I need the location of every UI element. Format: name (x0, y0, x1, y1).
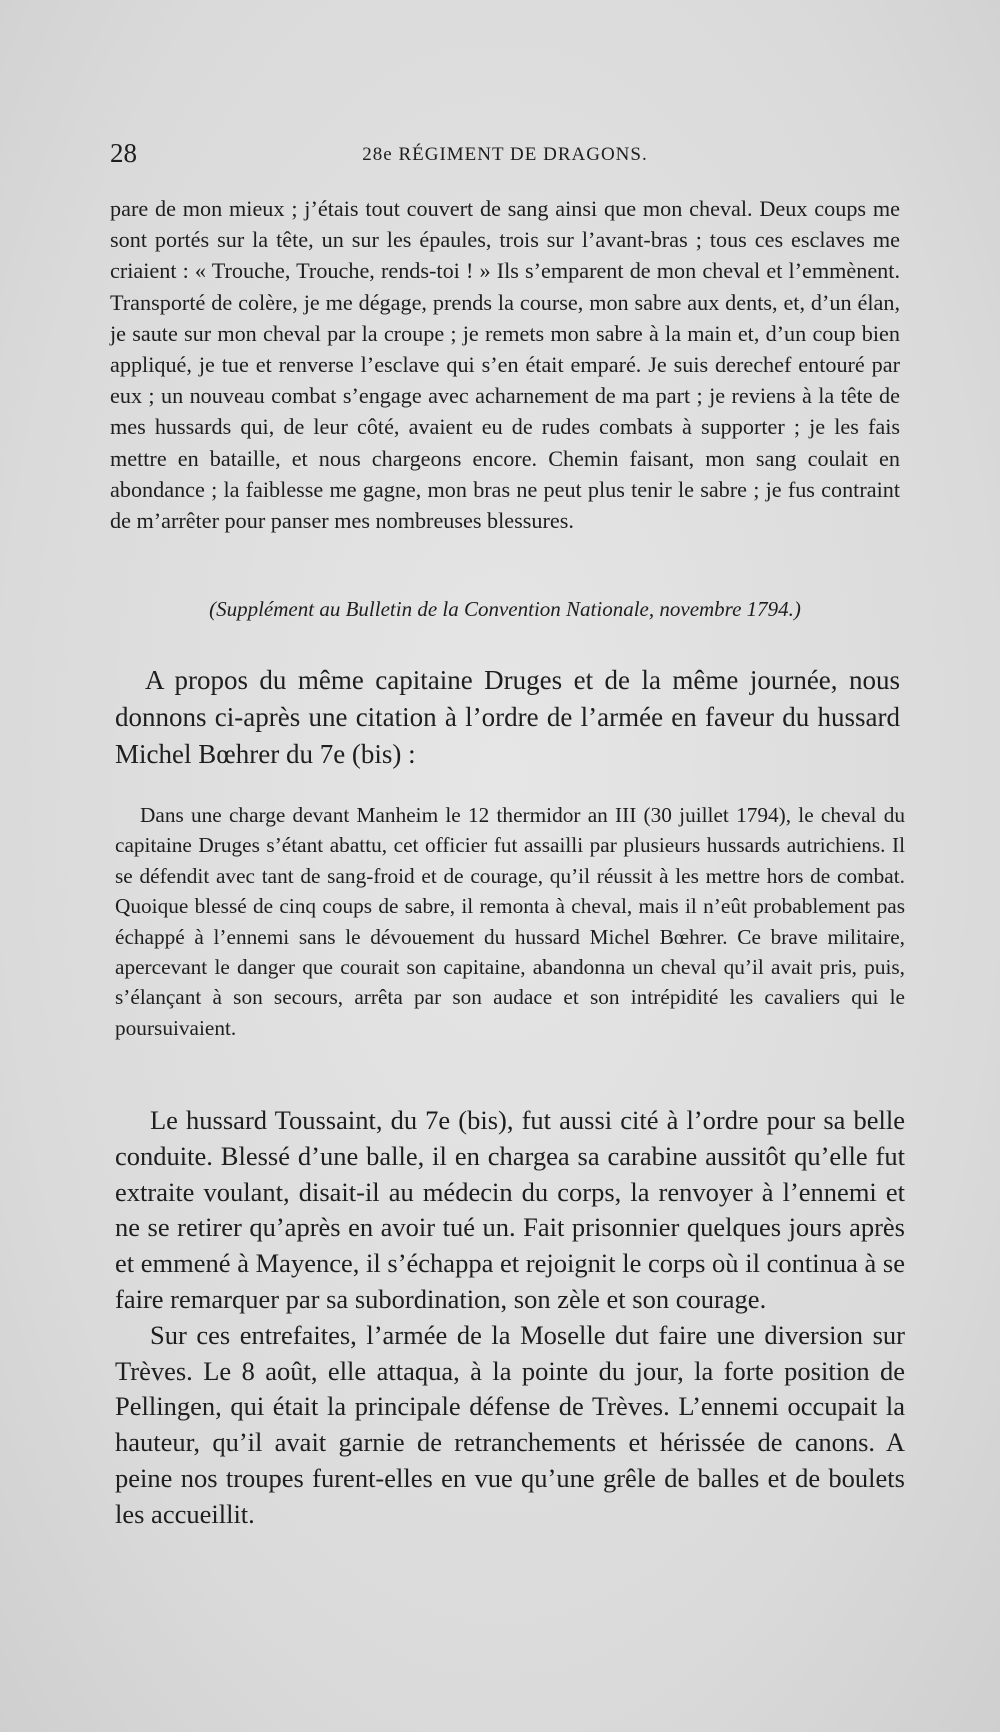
quotation-continued (110, 193, 900, 536)
body-paragraph: Le hussard Toussaint, du 7e (bis), fut aussi cité à l’ordre pour sa belle conduite. Blessé d’une balle, il en chargea sa carabine aussitôt qu’elle fut extraite voulant, disait-il au médecin du corps, la renvoyer à l’ennemi et ne se retirer qu’après en avoir tué un. Fait prisonnier quelques jours après et emmené à Mayence, il s’échappa et rejoignit le corps où il continua à se faire remarquer par sa subordination, son zèle et son courage. (115, 1105, 905, 1314)
quotation-paragraph: pare de mon mieux ; j’étais tout couvert de sang ainsi que mon cheval. Deux coups me sont portés sur la tête, un sur les épaules, trois sur l’avant-bras ; tous ces esclaves me criaient : « Trouche, Trouche, rends-toi ! » Ils s’emparent de mon cheval et l’emmènent. Transporté de colère, je me dégage, prends la course, mon sabre aux dents, et, d’un élan, je saute sur mon cheval par la croupe ; je remets mon sabre à la main et, d’un coup bien appliqué, je tue et renverse l’esclave qui s’en était emparé. Je suis derechef entouré par eux ; un nouveau combat s’engage avec acharnement de ma part ; je reviens à la tête de mes hussards qui, de leur côté, avaient eu de rudes combats à supporter ; je les fais mettre en bataille, et nous chargeons encore. Chemin faisant, mon sang coulait en abondance ; la faiblesse me gagne, mon bras ne peut plus tenir le sabre ; je fus contraint de m’arrêter pour panser mes nombreuses blessures. (110, 196, 900, 534)
body-paragraph: Sur ces entrefaites, l’armée de la Moselle dut faire une diversion sur Trèves. Le 8 août, elle attaqua, à la pointe du jour, la forte position de Pellingen, qui était la principale défense de Trèves. L’ennemi occupait la hauteur, qu’il avait garnie de retranchements et hérissée de canons. A peine nos troupes furent-elles en vue qu’une grêle de balles et de boulets les accueillit. (115, 1319, 905, 1529)
intro-paragraph-block (115, 662, 900, 773)
intro-paragraph: A propos du même capitaine Druges et de la même journée, nous donnons ci-après une citation à l’ordre de l’armée en faveur du hussard Michel Bœhrer du 7e (bis) : (115, 665, 900, 769)
running-title: 28e RÉGIMENT DE DRAGONS. (362, 144, 648, 165)
body-text (115, 1103, 905, 1533)
citation-paragraph: Dans une charge devant Manheim le 12 thermidor an III (30 juillet 1794), le cheval du capitaine Druges s’étant abattu, cet officier fut assailli par plusieurs hussards autrichiens. Il se défendit avec tant de sang-froid et de courage, qu’il réussit à les mettre hors de combat. Quoique blessé de cinq coups de sabre, il remonta à cheval, mais il n’eût probablement pas échappé à l’ennemi sans le dévouement du hussard Michel Bœhrer. Ce brave militaire, apercevant le danger que courait son capitaine, abandonna un cheval qu’il avait pris, puis, s’élançant à son secours, arrêta par son audace et son intrépidité les cavaliers qui le poursuivaient. (115, 803, 905, 1040)
quotation-source: (Supplément au Bulletin de la Convention Nationale, novembre 1794.) (209, 597, 801, 621)
page-header (110, 138, 900, 178)
army-citation-quote (115, 800, 905, 1043)
page-number: 28 (110, 138, 137, 168)
